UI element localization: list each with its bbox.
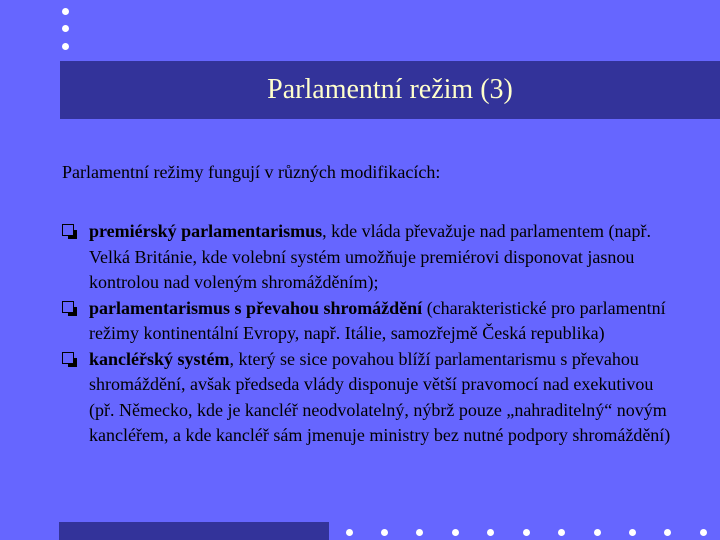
slide-title: Parlamentní režim (3)	[267, 74, 513, 105]
decor-dot	[523, 529, 530, 536]
list-item	[62, 296, 682, 347]
decor-dot	[452, 529, 459, 536]
bullet-text: (charakteristické pro parlamentní režimy kontinentální Evropy, např. Itálie, samozřejmě Česká republika)	[89, 297, 666, 343]
checkbox-bullet-icon	[62, 352, 74, 364]
title-bar	[60, 61, 720, 119]
checkbox-bullet-icon	[62, 301, 74, 313]
decor-dot	[381, 529, 388, 536]
intro-text: Parlamentní režimy fungují v různých modifikacích:	[62, 162, 441, 182]
checkbox-bullet-icon	[62, 224, 74, 236]
decor-dot	[416, 529, 423, 536]
decor-dot	[62, 43, 69, 50]
bottom-bar	[59, 522, 329, 540]
decor-dot	[629, 529, 636, 536]
bullet-text: , který se sice povahou blíží parlamentarismu s převahou shromáždění, avšak předseda vlády disponuje větší pravomocí nad exekutivou (př. Německo, kde je kancléř neodvolatelný, nýbrž pouze „nahraditelný“ novým kancléřem, a kde kancléř sám jmenuje ministry bez nutné podpory shromáždění)	[89, 348, 671, 445]
decor-dot	[558, 529, 565, 536]
decor-dot	[487, 529, 494, 536]
decor-dot	[62, 8, 69, 15]
decor-dot	[664, 529, 671, 536]
bullet-list	[62, 219, 682, 449]
decor-dot	[700, 529, 707, 536]
decor-dot	[346, 529, 353, 536]
decor-dot	[62, 25, 69, 32]
bullet-term: kancléřský systém	[89, 348, 230, 369]
bullet-text: , kde vláda převažuje nad parlamentem (např. Velká Británie, kde volební systém umožňuje premiérovi disponovat jasnou kontrolou nad voleným shromážděním);	[89, 221, 651, 292]
bullet-term: parlamentarismus s převahou shromáždění	[89, 297, 423, 318]
decor-dot	[594, 529, 601, 536]
bullet-term: premiérský parlamentarismus	[89, 221, 323, 241]
list-item	[62, 347, 682, 449]
list-item	[62, 219, 682, 296]
